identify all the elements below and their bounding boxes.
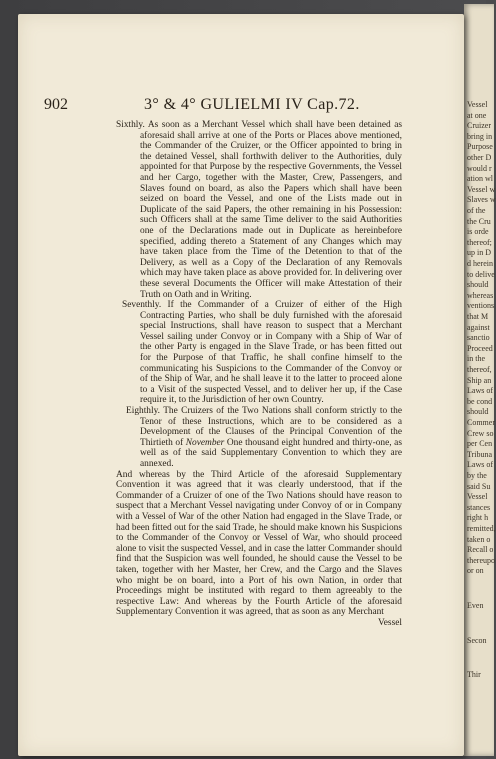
adjacent-page-fragment: against <box>467 322 490 332</box>
page-body <box>116 120 402 629</box>
adjacent-page-fragment: d herein <box>467 259 493 268</box>
adjacent-page-fragment: that M <box>467 312 489 321</box>
adjacent-page-fragment: Secon <box>467 635 487 645</box>
adjacent-page-fragment: Slaves w <box>467 195 496 205</box>
adjacent-page-fragment: Vessel <box>467 100 488 109</box>
paragraph-whereas: And whereas by the Third Article of the aforesaid Supplementary Convention it was agreed that it was clearly understood, that if the Commander of a Cruizer of one of the Two Nations should have reason to suspect that a Merchant Vessel navigating under Convoy of or in Company with a Vessel of War of the other Nation had engaged in the Slave Trade, or had been fitted out for the said Trade, he should make known his Suspicions to the Commander of the Convoy or Vessel of War, who should proceed alone to visit the suspected Vessel, and in case the latter Commander should find that the Suspicion was well founded, he should cause the Vessel to be taken, together with her Master, her Crew, and the Cargo and the Slaves who might be on board, into a Port of his own Nation, in order that Proceedings might be instituted with regard to them agreeably to the respective Law: And whereas by the Fourth Article of the aforesaid Supplementary Convention it was agreed, that as soon as any Merchant <box>116 469 402 618</box>
adjacent-page-fragment: in the <box>467 354 485 364</box>
adjacent-page-fragment: Laws of <box>467 386 493 396</box>
adjacent-page-fragment: stances <box>467 502 491 512</box>
adjacent-page-fragment: sanctio <box>467 333 490 343</box>
adjacent-page-fragment: ventions <box>467 301 495 311</box>
adjacent-page-fragment: whereas <box>467 290 494 300</box>
adjacent-page-fragment: per Cen <box>467 439 493 449</box>
adjacent-page-fragment: or on <box>467 566 484 576</box>
adjacent-page-fragment: Recall o <box>467 545 494 555</box>
adjacent-page-fragment: Tribuna <box>467 449 493 459</box>
paragraph-eighthly <box>116 406 402 470</box>
eighthly-text-end: One thousand eight hundred and thirty-one, as well as of the said Supplementary Convention to which they are annexed. <box>140 437 402 469</box>
adjacent-page-fragment: to delive <box>467 269 495 279</box>
adjacent-page-fragment: be cond <box>467 396 493 406</box>
paragraph-seventhly: Seventhly. If the Commander of a Cruizer of either of the High Contracting Parties, who shall be duly furnished with the aforesaid special Instructions, shall have reason to suspect that a Merchant Vessel sailing under Convoy or in Company with a Ship of War of the other Party is engaged in the Slave Trade, or has been fitted out for the Purpose of that Traffic, he shall confine himself to the communicating his Suspicions to the Commander of the Convoy or of the Ship of War, and he shall leave it to the latter to proceed alone to a Visit of the suspected Vessel, and to deliver her up, if the Case require it, to the Jurisdiction of her own Country. <box>122 300 402 406</box>
adjacent-page-fragment: would r <box>467 163 492 173</box>
adjacent-page-fragment: ation wl <box>467 174 493 184</box>
adjacent-page-fragment: said Su <box>467 481 491 491</box>
adjacent-page-fragment: is orde <box>467 227 489 237</box>
eighthly-italic-month: November <box>185 437 225 448</box>
adjacent-page-fragment: Vessel <box>467 492 488 502</box>
adjacent-page-fragment: Even <box>467 601 484 610</box>
adjacent-page-fragment: thereof; <box>467 237 492 247</box>
adjacent-page-fragment: should <box>467 280 489 290</box>
adjacent-page-fragment: thereupo <box>467 555 495 565</box>
eighthly-text-start: Eighthly. The Cruizers of the Two Nations shall conform strictly to the Tenor of these Instructions, which are to be considered as a Development of the Clauses of the Principal Convention of the Thirtieth of <box>126 406 402 448</box>
adjacent-page-fragment: Cruizer <box>467 121 491 131</box>
adjacent-page-fragment: Vessel w <box>467 184 496 194</box>
adjacent-page-fragment: of the <box>467 206 486 215</box>
adjacent-page-fragment: up in D <box>467 248 491 258</box>
adjacent-page-fragment: should <box>467 407 489 417</box>
adjacent-page-fragment: right h <box>467 513 489 523</box>
adjacent-page-fragment: other D <box>467 153 492 162</box>
page-number: 902 <box>44 96 68 113</box>
adjacent-page-fragment: Purpose <box>467 142 493 152</box>
adjacent-page-fragment: taken o <box>467 534 491 544</box>
adjacent-page-fragment: Crew so <box>467 428 494 438</box>
adjacent-page-fragment: Commer <box>467 418 495 427</box>
adjacent-page-fragment: the Cru <box>467 216 491 226</box>
paragraph-sixthly: Sixthly. As soon as a Merchant Vessel which shall have been detained as aforesaid shall arrive at one of the Ports or Places above mentioned, the Commander of the Cruizer, or the Officer appointed to bring in the detained Vessel, shall forthwith deliver to the Authorities, duly appointed for that Purpose by the respective Governments, the Vessel and her Cargo, together with the Master, Crew, Passengers, and Slaves found on board, as also the Papers which shall have been seized on board the Vessel, and one of the Lists made out in Duplicate of the said Papers, the other remaining in his Possession: such Officers shall at the same Time deliver to the said Authorities one of the Declarations made out in Duplicate as hereinbefore specified, adding thereto a Statement of any Changes which may have taken place from the Time of the Detention to that of the Delivery, as well as a Copy of the Declaration of any Removals which may have taken place as above provided for. In delivering over these several Documents the Officer will make Attestation of their Truth on Oath and in Writing. <box>116 120 402 300</box>
adjacent-page-fragment: Thir <box>467 670 481 680</box>
catchword: Vessel <box>378 617 402 628</box>
adjacent-page-fragment: remitted, <box>467 524 496 533</box>
adjacent-page-fragment: Proceed <box>467 343 493 353</box>
adjacent-page-edge <box>464 4 494 756</box>
adjacent-page-fragment: Ship an <box>467 375 492 385</box>
adjacent-page-fragment: bring in <box>467 131 493 141</box>
adjacent-page-fragment: by the <box>467 471 487 480</box>
adjacent-page-fragment: thereof, <box>467 365 492 374</box>
page-header <box>44 95 374 117</box>
adjacent-page-fragment: at one <box>467 110 487 120</box>
running-title: 3° & 4° GULIELMI IV Cap.72. <box>144 96 360 113</box>
adjacent-page-fragment: Laws of <box>467 460 493 470</box>
